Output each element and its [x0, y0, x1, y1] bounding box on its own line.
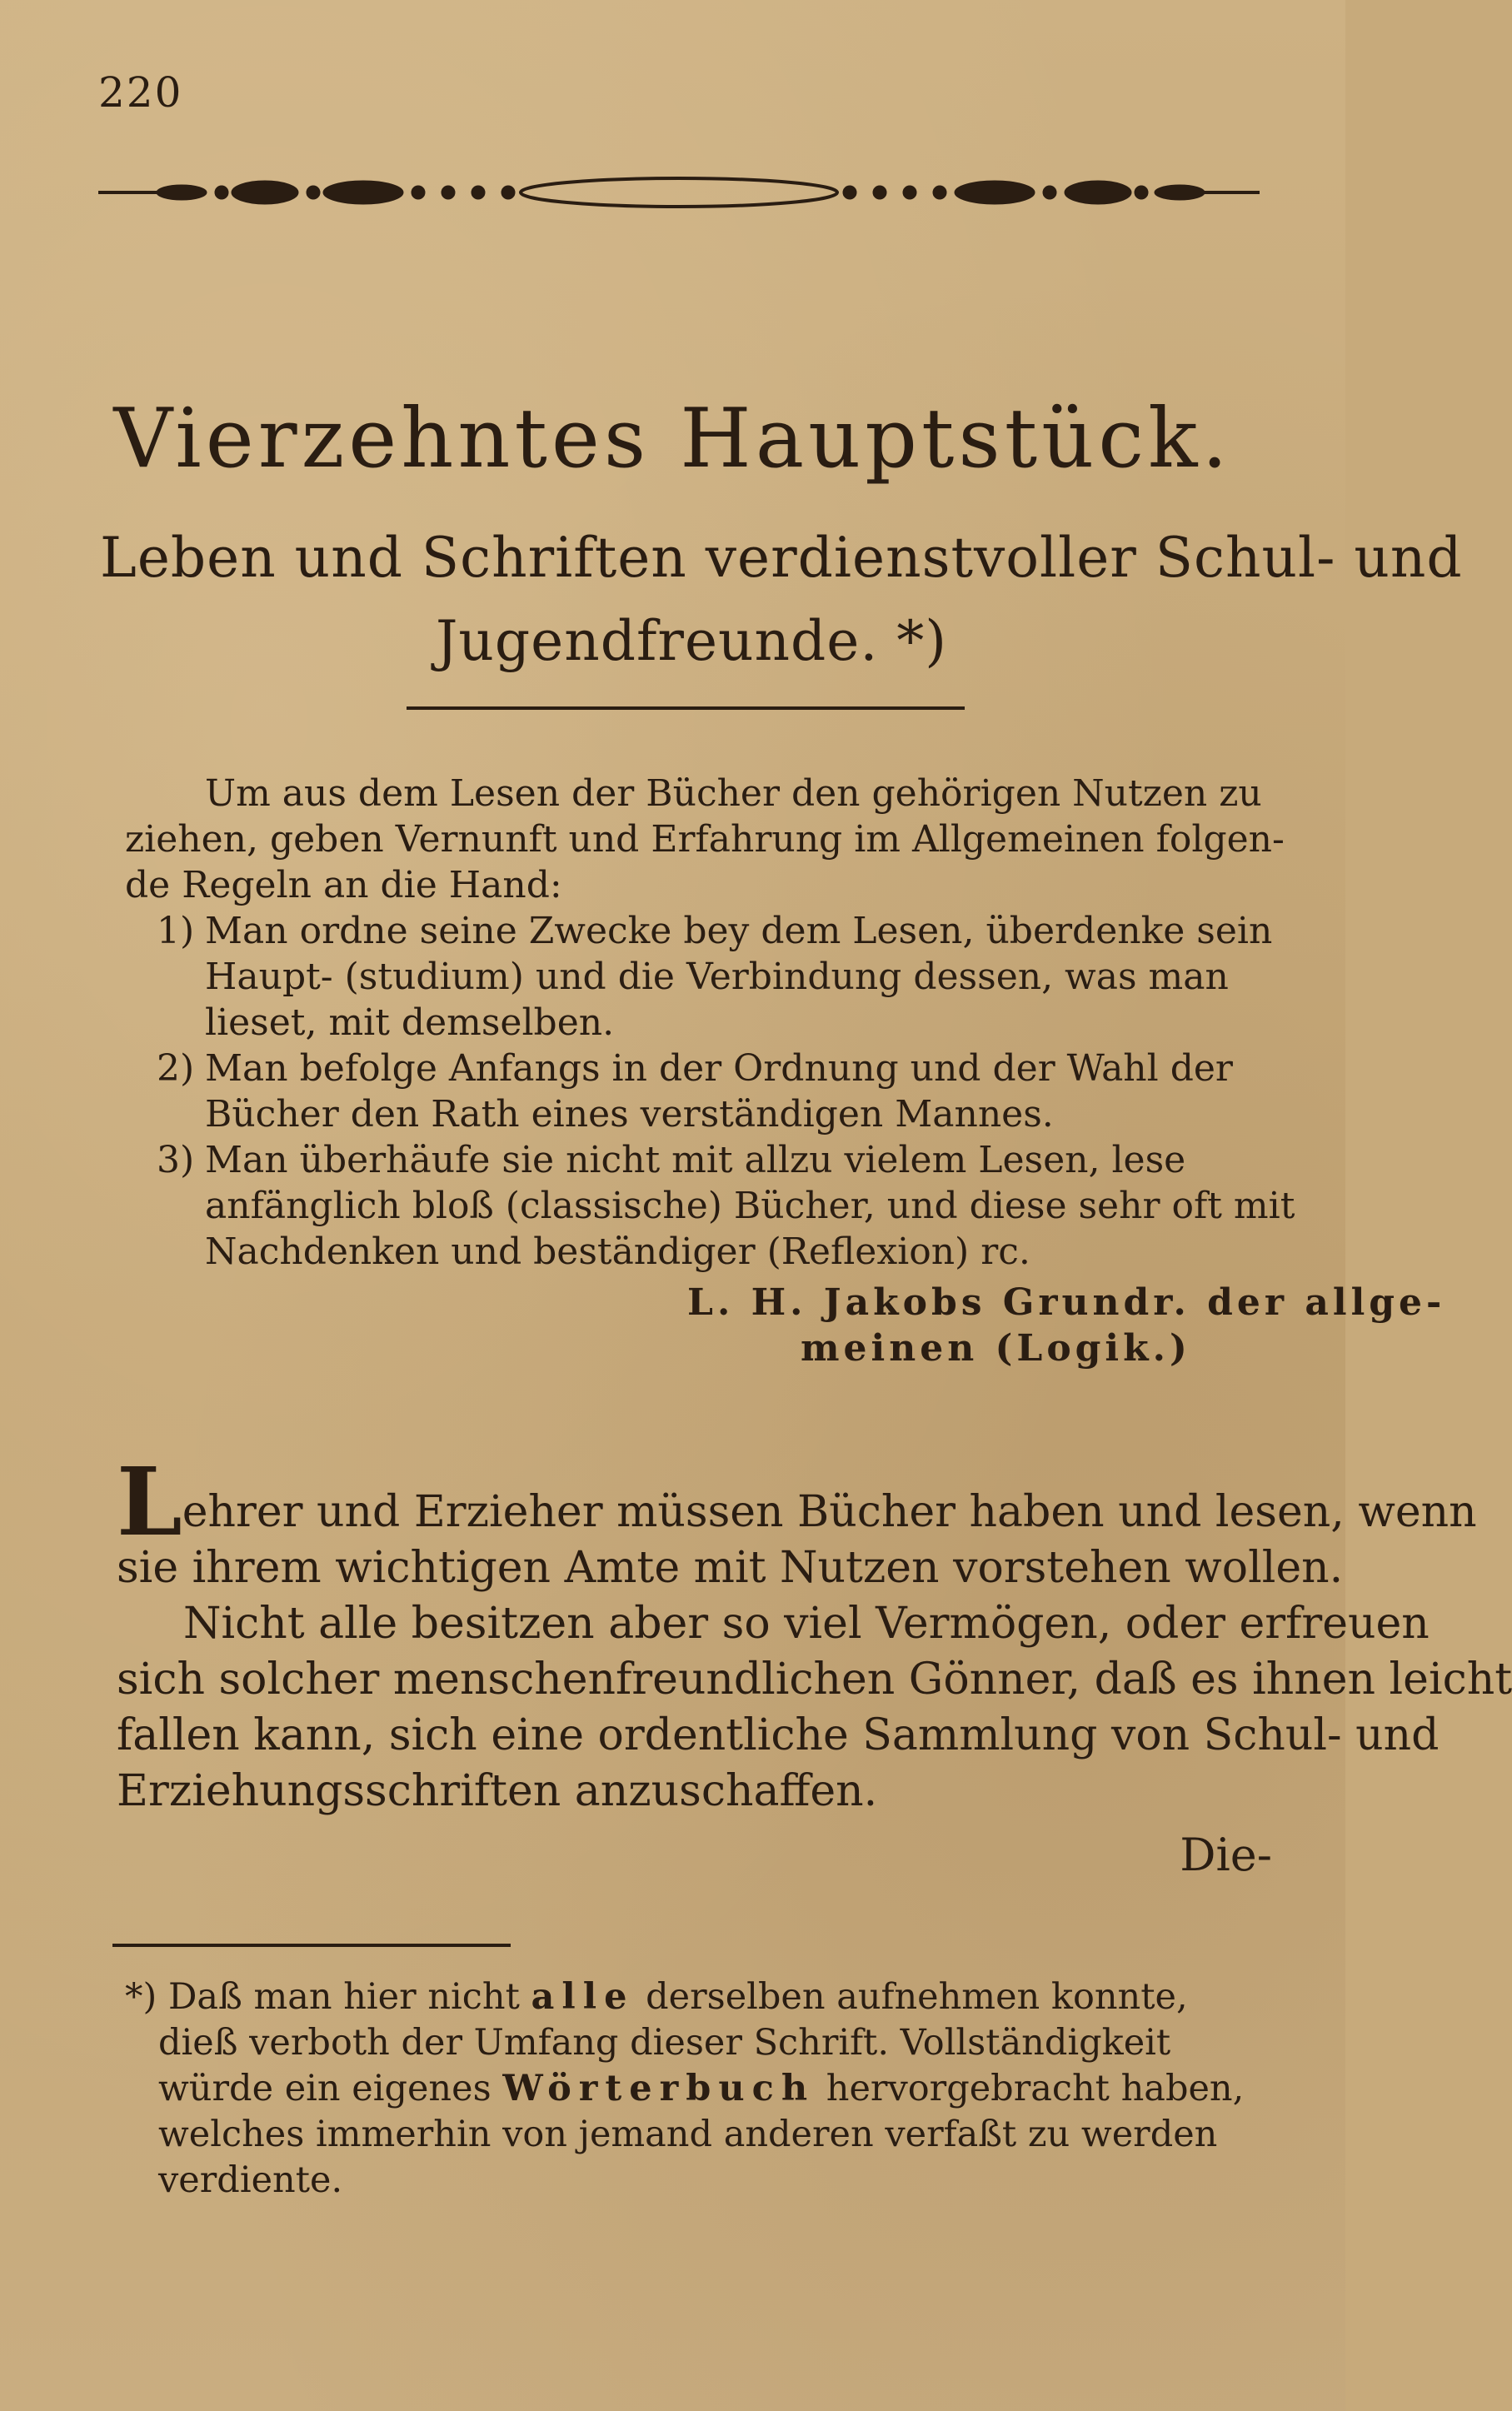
- chapter-subtitle: [100, 517, 1463, 683]
- text-line: sie ihrem wichtigen Amte mit Nutzen vorstehen wollen.: [117, 1543, 1344, 1593]
- text-line: Nicht alle besitzen aber so viel Vermögen, oder erfreuen: [183, 1599, 1430, 1649]
- rule-line: Man befolge Anfangs in der Ordnung und der Wahl der: [205, 1047, 1233, 1090]
- footnote-line: dieß verboth der Umfang dieser Schrift. Vollständigkeit: [158, 2022, 1171, 2064]
- rule-line: Man ordne seine Zwecke bey dem Lesen, überdenke sein: [205, 910, 1273, 952]
- rule-line: anfänglich bloß (classische) Bücher, und diese sehr oft mit: [205, 1185, 1295, 1227]
- footnote-line: welches immerhin von jemand anderen verfaßt zu werden: [158, 2114, 1218, 2155]
- footnote-marker: *): [125, 1976, 157, 2018]
- motto-rule-2: [125, 1046, 1270, 1137]
- ornamental-border: [98, 163, 1260, 222]
- motto-source: [125, 1280, 1446, 1371]
- motto-rule-3: [125, 1137, 1295, 1275]
- text-line: Erziehungsschriften anzuschaffen.: [117, 1766, 878, 1816]
- footnote-emphasis: alle: [531, 1976, 635, 2018]
- chapter-title: Vierzehntes Hauptstück.: [113, 392, 1232, 487]
- motto-line: de Regeln an die Hand:: [125, 864, 562, 906]
- footnote-line: [158, 2066, 1291, 2112]
- motto-line: ziehen, geben Vernunft und Erfahrung im Allgemeinen folgen-: [125, 818, 1285, 861]
- rule-number: 2): [157, 1047, 195, 1090]
- footnote: [125, 1974, 1291, 2204]
- source-line: L. H. Jakobs Grundr. der allge-: [687, 1281, 1446, 1324]
- footnote-divider: [112, 1944, 511, 1947]
- footnote-emphasis: Wörterbuch: [502, 2068, 816, 2109]
- text-line: [117, 1448, 1477, 1557]
- page-number: 220: [98, 68, 183, 117]
- rule-line: Man überhäufe sie nicht mit allzu vielem Lesen, lese: [205, 1139, 1186, 1181]
- text-line: sich solcher menschenfreundlichen Gönner, daß es ihnen leicht: [117, 1655, 1512, 1705]
- rule-line: Bücher den Rath eines verständigen Mannes.: [205, 1093, 1054, 1136]
- catchword: Die-: [1180, 1829, 1272, 1881]
- subtitle-line: Jugendfreunde. *): [435, 609, 948, 673]
- footnote-text: würde ein eigenes: [158, 2068, 492, 2109]
- main-text: [117, 1448, 1512, 1819]
- rule-line: lieset, mit demselben.: [205, 1001, 615, 1044]
- footnote-text: derselben aufnehmen konnte,: [646, 1976, 1188, 2018]
- text-line-rest: ehrer und Erzieher müssen Bücher haben und lesen, wenn: [182, 1487, 1477, 1537]
- rule-line: Nachdenken und beständiger (Reflexion) rc.: [205, 1230, 1030, 1273]
- rule-line: Haupt- (studium) und die Verbindung dessen, was man: [205, 956, 1229, 998]
- rule-number: 1): [157, 910, 195, 952]
- footnote-line: [125, 1974, 1291, 2020]
- motto-rules-list: [125, 908, 1295, 1275]
- footnote-text: hervorgebracht haben,: [826, 2068, 1245, 2109]
- footnote-text: Daß man hier nicht: [167, 1976, 520, 2018]
- text-line: fallen kann, sich eine ordentliche Sammlung von Schul- und: [117, 1710, 1440, 1760]
- rule-number: 3): [157, 1139, 195, 1181]
- title-divider: [407, 706, 965, 710]
- source-line: meinen (Logik.): [801, 1327, 1191, 1370]
- drop-cap: L: [117, 1448, 182, 1557]
- motto-rule-1: [125, 908, 1273, 1046]
- motto-block: [125, 771, 1446, 1371]
- motto-line: Um aus dem Lesen der Bücher den gehörigen Nutzen zu: [205, 772, 1262, 815]
- footnote-line: verdiente.: [158, 2159, 343, 2201]
- subtitle-line: Leben und Schriften verdienstvoller Schul- und: [100, 526, 1463, 590]
